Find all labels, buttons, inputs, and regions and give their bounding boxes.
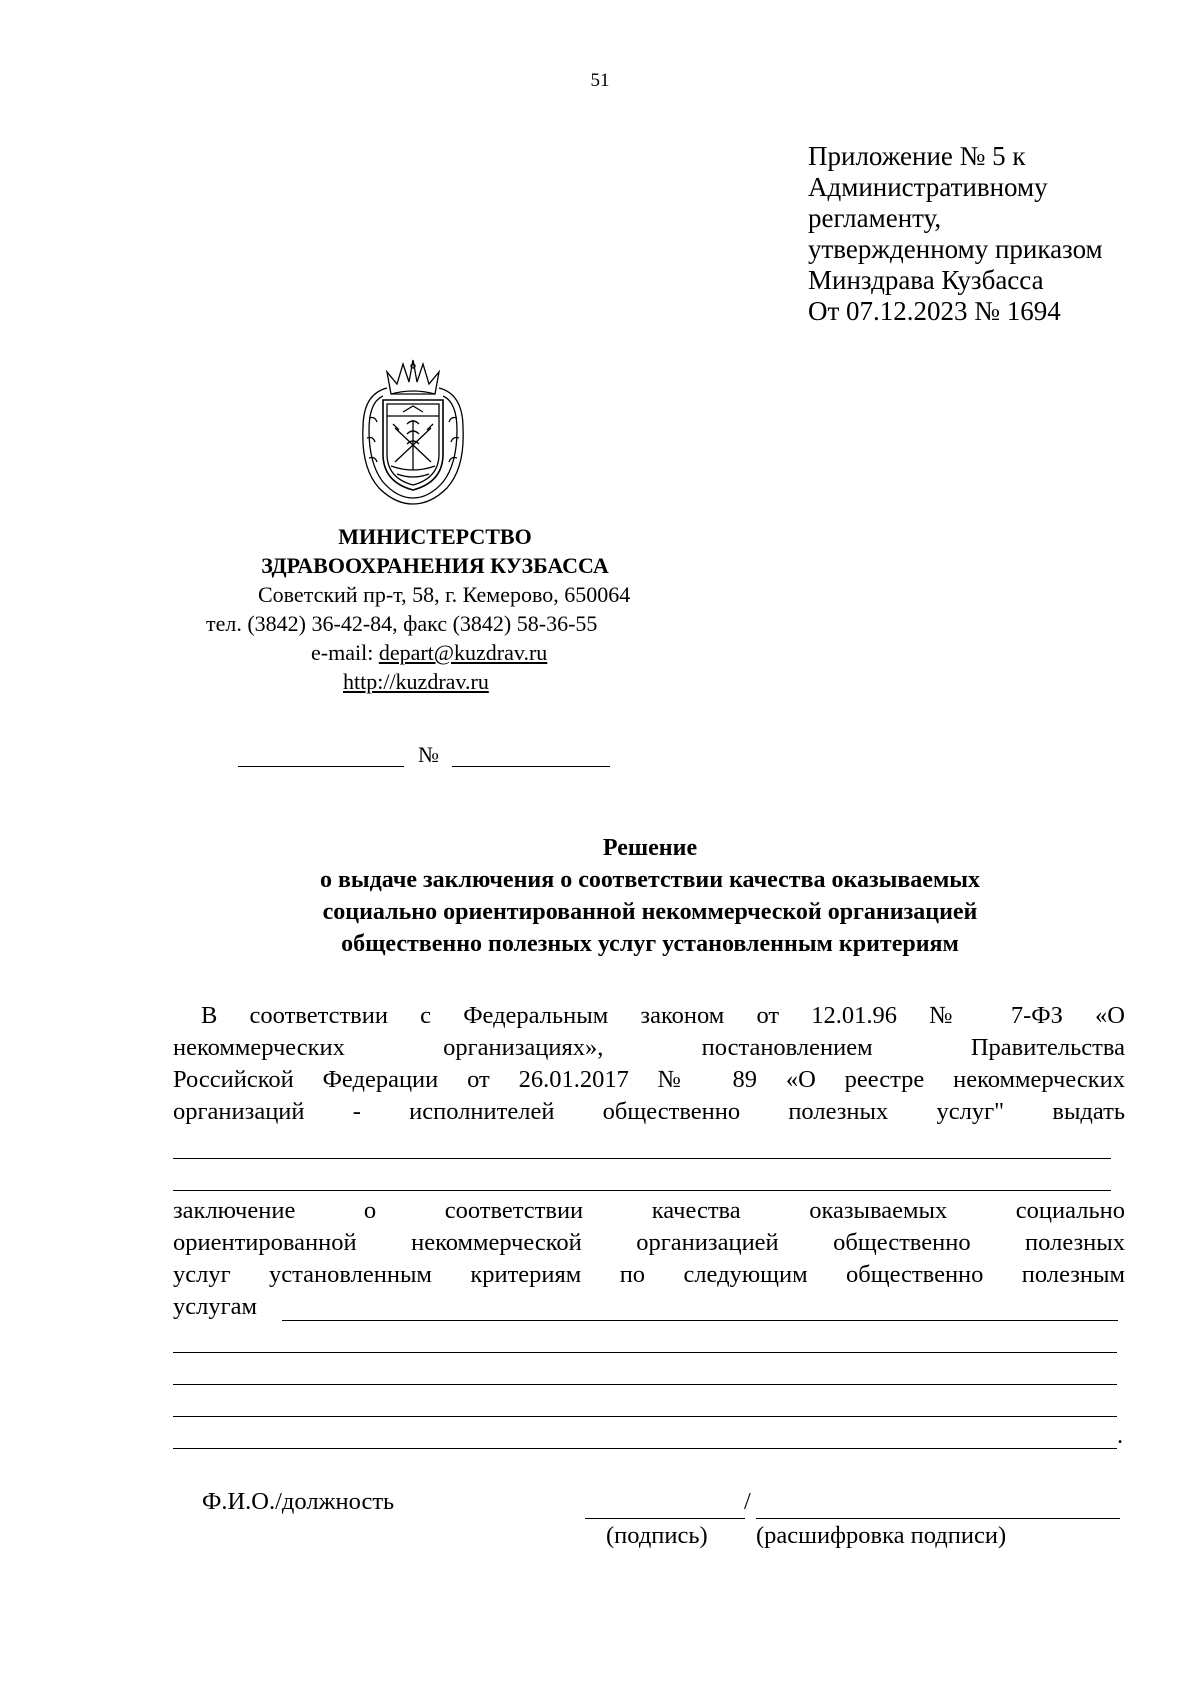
title-heading: Решение xyxy=(602,835,698,861)
paragraph-line: Российской Федерации от 26.01.2017 № 89 «О реестре некоммерческих xyxy=(173,1066,1125,1093)
services-end-period: . xyxy=(1117,1422,1124,1449)
ministry-header xyxy=(180,522,690,696)
signature-blank xyxy=(585,1518,745,1519)
signature-slash: / xyxy=(744,1488,751,1515)
email-label: e-mail: xyxy=(311,640,379,665)
appendix-line: Минздрава Кузбасса xyxy=(808,265,1044,295)
paragraph-line: некоммерческих организациях», постановлением Правительства xyxy=(173,1034,1125,1061)
signature-decoding-caption: (расшифровка подписи) xyxy=(756,1522,1007,1549)
paragraph-line: В соответствии с Федеральным законом от 12.01.96 № 7-ФЗ «О xyxy=(201,1002,1125,1029)
paragraph-intro xyxy=(173,1000,1125,1128)
fio-position-label: Ф.И.О./должность xyxy=(202,1488,395,1515)
title-line: социально ориентированной некоммерческой организацией xyxy=(322,899,978,925)
ministry-email-row xyxy=(180,638,690,667)
services-blank-5 xyxy=(173,1448,1117,1449)
signature-caption: (подпись) xyxy=(606,1522,708,1549)
website-link[interactable]: http://kuzdrav.ru xyxy=(343,669,489,694)
registration-date-blank xyxy=(238,766,404,767)
document-title xyxy=(180,832,1120,960)
paragraph-line: услуг установленным критериям по следующим общественно полезным xyxy=(173,1261,1125,1288)
organization-name-blank-2 xyxy=(173,1190,1111,1191)
appendix-line: Приложение № 5 к xyxy=(808,141,1026,171)
services-blank-1 xyxy=(282,1320,1118,1321)
paragraph-line: ориентированной некоммерческой организацией общественно полезных xyxy=(173,1229,1125,1256)
appendix-line: утвержденному приказом xyxy=(808,234,1103,264)
appendix-line: От 07.12.2023 № 1694 xyxy=(808,296,1061,326)
appendix-note xyxy=(808,141,1103,327)
services-blank-2 xyxy=(173,1352,1117,1353)
ministry-phone: тел. (3842) 36-42-84, факс (3842) 58-36-55 xyxy=(206,611,598,636)
services-blank-4 xyxy=(173,1416,1117,1417)
signature-decoding-blank xyxy=(756,1518,1120,1519)
appendix-line: Административному xyxy=(808,172,1048,202)
registration-number-blank xyxy=(452,766,610,767)
appendix-line: регламенту, xyxy=(808,203,942,233)
registration-number-sign: № xyxy=(418,742,439,767)
organization-name-blank-1 xyxy=(173,1158,1111,1159)
title-line: общественно полезных услуг установленным критериям xyxy=(341,931,959,957)
page-number: 51 xyxy=(590,70,610,91)
services-blank-3 xyxy=(173,1384,1117,1385)
ministry-name-line1: МИНИСТЕРСТВО xyxy=(338,524,532,549)
ministry-name-line2: ЗДРАВООХРАНЕНИЯ КУЗБАССА xyxy=(261,553,609,578)
paragraph-line: организаций - исполнителей общественно полезных услуг" выдать xyxy=(173,1098,1125,1125)
paragraph-conclusion xyxy=(173,1195,1125,1323)
coat-of-arms-icon xyxy=(357,358,469,506)
title-line: о выдаче заключения о соответствии качества оказываемых xyxy=(319,867,981,893)
paragraph-line: заключение о соответствии качества оказываемых социально xyxy=(173,1197,1125,1224)
paragraph-line: услугам xyxy=(173,1293,258,1320)
email-link[interactable]: depart@kuzdrav.ru xyxy=(378,640,548,665)
ministry-address: Советский пр-т, 58, г. Кемерово, 650064 xyxy=(258,582,631,607)
ministry-website-row xyxy=(180,667,690,696)
